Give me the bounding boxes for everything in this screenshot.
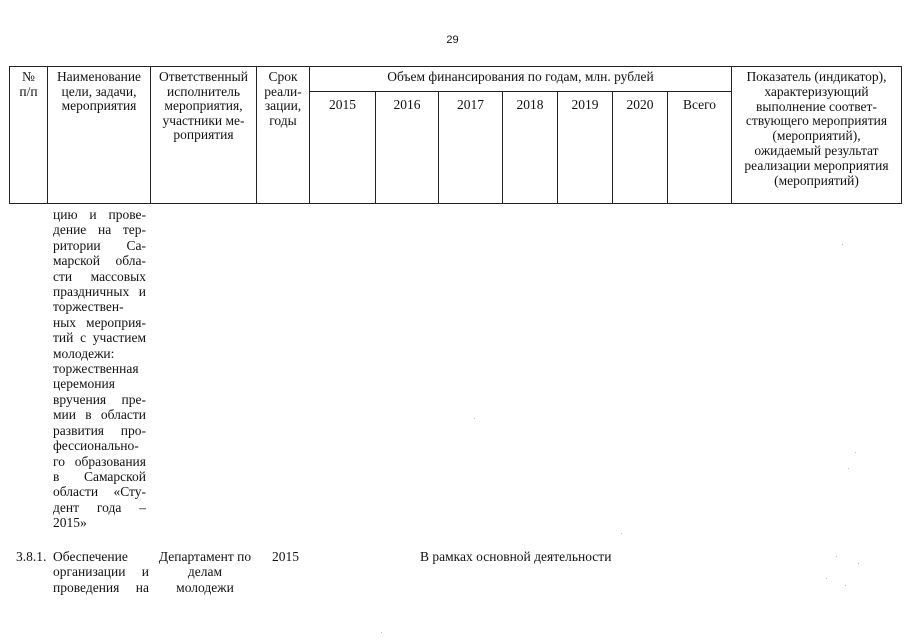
row-number: 3.8.1.	[16, 549, 47, 564]
header-indicator: Показатель (индикатор), характеризующий выполнение соответ- ствующего мероприятия (мероприятий), ожидаемый результат реализации мероприятия (мероприятий)	[744, 69, 889, 188]
text-line: церемония	[53, 376, 115, 392]
text-line: молодежи:	[53, 345, 115, 361]
text-line: го образования	[53, 453, 146, 469]
header-total: Всего	[682, 97, 717, 112]
scan-speck	[381, 632, 382, 633]
header-year-2019: 2019	[571, 97, 599, 112]
text-line: проведения на	[53, 579, 149, 595]
text-line: торжественная	[53, 361, 139, 377]
text-line: праздничных и	[53, 284, 146, 300]
text-line: дение на тер-	[53, 222, 146, 238]
scan-speck	[858, 563, 859, 564]
header-year-2015: 2015	[329, 97, 356, 112]
header-funding: Объем финансирования по годам, млн. рублей	[387, 69, 654, 84]
scan-speck	[826, 578, 827, 579]
text-line: сти массовых	[53, 268, 146, 284]
text-line: организации и	[53, 564, 149, 580]
text-line: фессионально-	[53, 438, 139, 454]
text-line: тий с участием	[53, 330, 146, 346]
header-term: Срок реали- зации, годы	[264, 69, 302, 128]
page-number: 29	[446, 34, 459, 46]
text-line: ных мероприя-	[53, 314, 146, 330]
text-line: вручения пре-	[53, 391, 146, 407]
header-executor: Ответственный исполнитель мероприятия, участники ме- роприятия	[159, 69, 248, 142]
header-year-2020: 2020	[626, 97, 654, 112]
text-line: 2015»	[53, 515, 87, 531]
scan-speck	[845, 585, 846, 586]
text-line: ритории Са-	[53, 237, 146, 253]
continued-name-cell	[53, 207, 146, 531]
header-name: Наименование цели, задачи, мероприятия	[56, 69, 142, 113]
text-line: цию и прове-	[53, 207, 146, 222]
header-number: № п/п	[19, 69, 38, 99]
text-line: марской обла-	[53, 253, 146, 269]
text-line: мии в области	[53, 407, 146, 423]
row-name	[53, 549, 149, 595]
text-line: развития про-	[53, 422, 146, 438]
row-executor: Департамент по делам молодежи	[158, 549, 252, 595]
column-divider	[901, 66, 902, 203]
text-line: области «Сту-	[53, 484, 146, 500]
scan-speck	[848, 468, 849, 469]
text-line: в Самарской	[53, 468, 146, 484]
funding-subheader-line	[309, 91, 731, 92]
scan-speck	[621, 533, 622, 534]
row-term: 2015	[272, 549, 299, 564]
scan-speck	[836, 556, 837, 557]
scan-speck	[855, 452, 856, 453]
scan-speck	[474, 418, 475, 419]
scan-speck	[842, 244, 843, 245]
header-year-2018: 2018	[516, 97, 544, 112]
text-line: Обеспечение	[53, 549, 128, 564]
text-line: дент года –	[53, 499, 146, 515]
header-year-2017: 2017	[457, 97, 484, 112]
row-funding-note: В рамках основной деятельности	[420, 549, 612, 564]
column-divider	[309, 66, 310, 203]
text-line: торжествен-	[53, 299, 124, 315]
header-year-2016: 2016	[393, 97, 421, 112]
